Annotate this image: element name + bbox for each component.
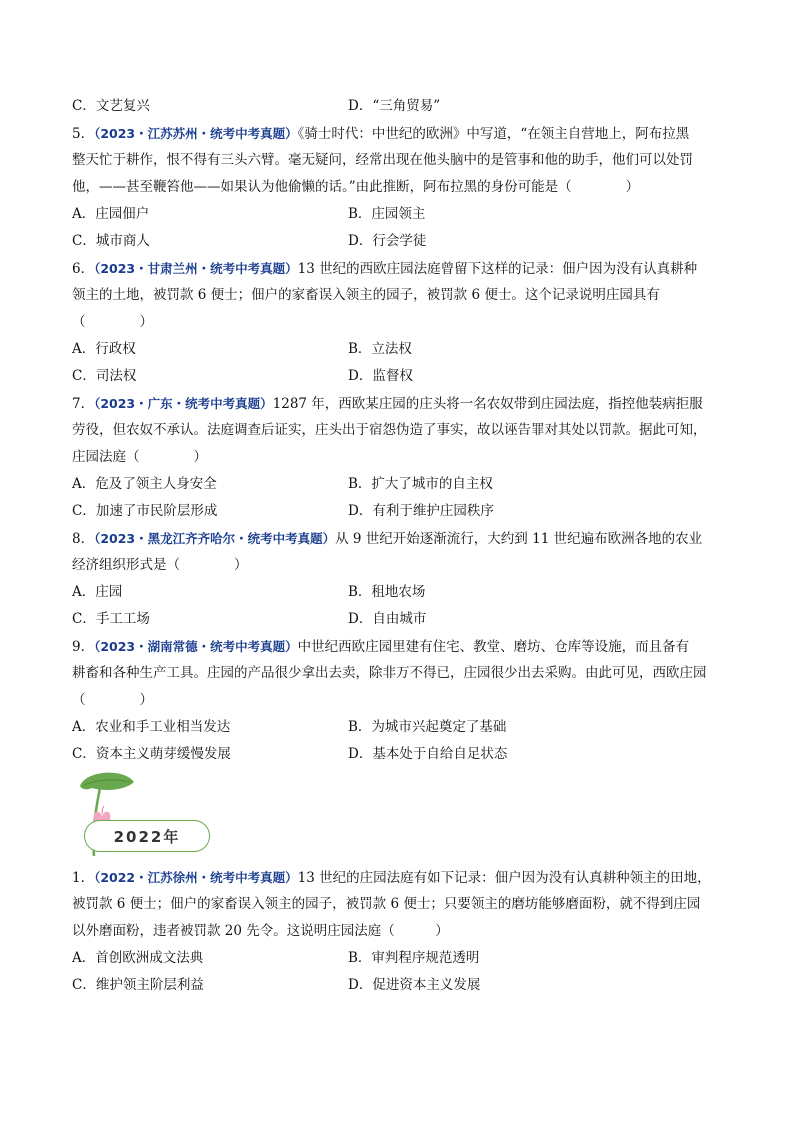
- question-stem-line: 经济组织形式是（ ）: [72, 557, 248, 573]
- question-stem-line: 领主的土地，被罚款 6 便士；佃户的家畜误入领主的园子，被罚款 6 便士。这个记录说明庄园具有: [72, 287, 660, 303]
- options-row: [72, 579, 724, 606]
- year-badge: 2022年: [84, 820, 210, 852]
- question-stem-line: 耕畜和各种生产工具。庄园的产品很少拿出去卖，除非万不得已，庄园很少出去采购。由此可见，西欧庄园: [72, 665, 707, 681]
- option-b: B．租地农场: [348, 584, 426, 600]
- options-row: [72, 228, 724, 255]
- question-8: [72, 525, 724, 633]
- question-stem-line: 整天忙于耕作，恨不得有三头六臂。毫无疑问，经常出现在他头脑中的是管事和他的助手，他们可以处罚: [72, 152, 693, 168]
- question-stem-line: 6．（2023・甘肃兰州・统考中考真题）13 世纪的西欧庄园法庭曾留下这样的记录：佃户因为没有认真耕种: [72, 261, 698, 277]
- option-c: C．加速了市民阶层形成: [72, 503, 218, 519]
- question-source: （2023・湖南常德・统考中考真题）: [94, 639, 298, 654]
- option-c: C．维护领主阶层利益: [72, 977, 204, 993]
- option-d: D．行会学徒: [348, 233, 427, 249]
- option-d: D．自由城市: [348, 611, 427, 627]
- options-row: [72, 972, 724, 999]
- option-b: B．立法权: [348, 341, 412, 357]
- option-a: A．行政权: [72, 341, 136, 357]
- option-a: A．庄园佃户: [72, 206, 150, 222]
- option-a: A．庄园: [72, 584, 123, 600]
- question-source: （2023・江苏苏州・统考中考真题）: [94, 126, 298, 141]
- option-c: C．手工工场: [72, 611, 150, 627]
- options-row: [72, 498, 724, 525]
- options-row: [72, 363, 724, 390]
- question-stem-line: 被罚款 6 便士；佃户的家畜误入领主的园子，被罚款 6 便士；只要领主的磨坊能够磨面粉，就不得到庄园: [72, 896, 701, 912]
- question-source: （2022・江苏徐州・统考中考真题）: [94, 870, 298, 885]
- option-d: D．“三角贸易”: [348, 98, 441, 114]
- question-stem-line: 他，——甚至鞭笞他——如果认为他偷懒的话。”由此推断，阿布拉黑的身份可能是（ ）: [72, 179, 640, 195]
- options-row: [72, 471, 724, 498]
- options-row: [72, 714, 724, 741]
- option-b: B．审判程序规范透明: [348, 950, 480, 966]
- option-b: B．扩大了城市的自主权: [348, 476, 493, 492]
- option-a: A．首创欧洲成文法典: [72, 950, 204, 966]
- question-source: （2023・甘肃兰州・统考中考真题）: [94, 261, 298, 276]
- question-source: （2023・广东・统考中考真题）: [94, 396, 273, 411]
- q4-options: [72, 93, 724, 120]
- question-stem-line: 8．（2023・黑龙江齐齐哈尔・统考中考真题）从 9 世纪开始逐渐流行，大约到 11 世纪遍布欧洲各地的农业: [72, 531, 703, 547]
- question-2022-1: [72, 864, 724, 999]
- options-row: [72, 945, 724, 972]
- option-c: C．司法权: [72, 368, 137, 384]
- question-stem-line: 庄园法庭（ ）: [72, 449, 207, 465]
- question-7: [72, 390, 724, 525]
- question-5: [72, 120, 724, 255]
- question-stem-line: 1．（2022・江苏徐州・统考中考真题）13 世纪的庄园法庭有如下记录：佃户因为没有认真耕种领主的田地，: [72, 870, 711, 886]
- option-a: A．危及了领主人身安全: [72, 476, 217, 492]
- option-c: C．城市商人: [72, 233, 150, 249]
- option-c: C．文艺复兴: [72, 98, 150, 114]
- options-row: [72, 336, 724, 363]
- options-row: [72, 741, 724, 768]
- section-header-2022: [72, 768, 724, 864]
- question-source: （2023・黑龙江齐齐哈尔・统考中考真题）: [94, 531, 336, 546]
- question-6: [72, 255, 724, 390]
- option-a: A．农业和手工业相当发达: [72, 719, 231, 735]
- option-c: C．资本主义萌芽缓慢发展: [72, 746, 231, 762]
- question-stem-line: 5．（2023・江苏苏州・统考中考真题）《骑士时代：中世纪的欧洲》中写道，“在领主自营地上，阿布拉黑: [72, 126, 690, 142]
- question-9: [72, 633, 724, 768]
- question-stem-line: （ ）: [72, 314, 153, 330]
- option-b: B．为城市兴起奠定了基础: [348, 719, 507, 735]
- options-row: [72, 606, 724, 633]
- options-row: [72, 201, 724, 228]
- option-d: D．促进资本主义发展: [348, 977, 481, 993]
- option-d: D．监督权: [348, 368, 413, 384]
- option-d: D．基本处于自给自足状态: [348, 746, 508, 762]
- question-stem-line: （ ）: [72, 692, 153, 708]
- question-stem-line: 劳役，但农奴不承认。法庭调查后证实，庄头出于宿怨伪造了事实，故以诬告罪对其处以罚款。据此可知，: [72, 422, 707, 438]
- question-stem-line: 以外磨面粉，违者被罚款 20 先令。这说明庄园法庭（ ）: [72, 923, 449, 939]
- question-stem-line: 9．（2023・湖南常德・统考中考真题）中世纪西欧庄园里建有住宅、教堂、磨坊、仓库等设施，而且备有: [72, 639, 690, 655]
- question-stem-line: 7．（2023・广东・统考中考真题）1287 年，西欧某庄园的庄头将一名农奴带到庄园法庭，指控他装病拒服: [72, 396, 703, 412]
- question-list: [72, 93, 724, 999]
- option-b: B．庄园领主: [348, 206, 426, 222]
- option-d: D．有利于维护庄园秩序: [348, 503, 494, 519]
